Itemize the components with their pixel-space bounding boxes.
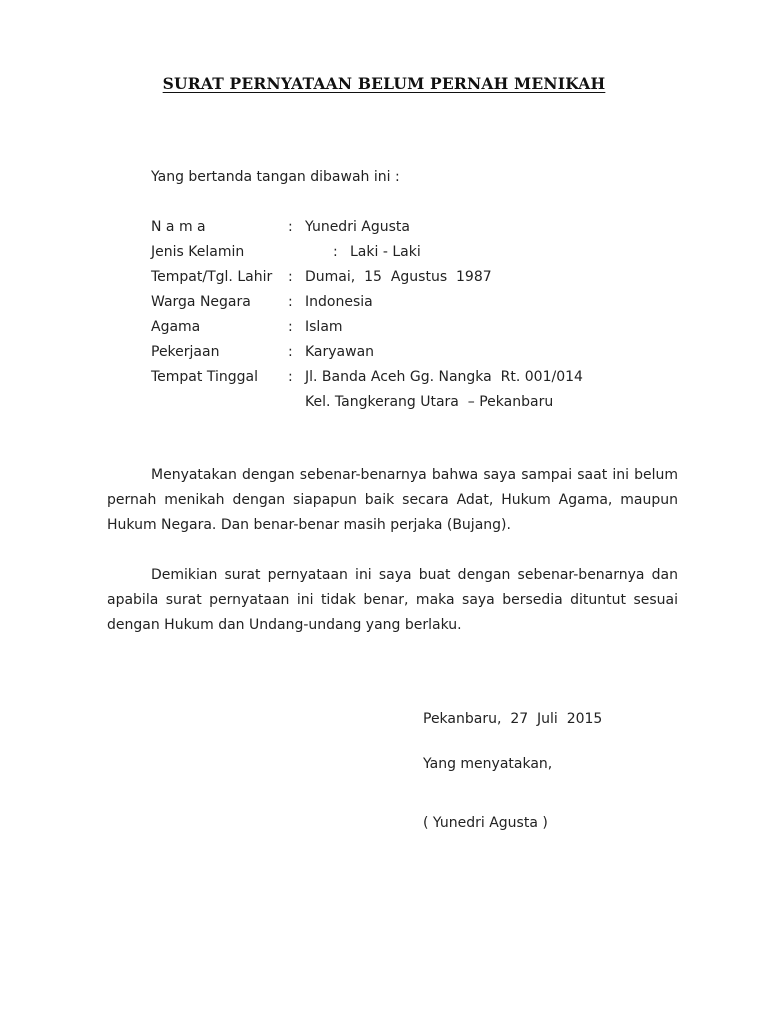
identity-fields <box>151 217 583 417</box>
field-value: Dumai, 15 Agustus 1987 <box>305 269 492 285</box>
paragraph-line: Menyatakan dengan sebenar-benarnya bahwa saya sampai saat ini belum <box>151 467 678 483</box>
field-label: Tempat/Tgl. Lahir <box>151 269 273 285</box>
field-colon: : <box>288 344 293 360</box>
field-colon: : <box>333 244 338 260</box>
field-label: Agama <box>151 319 201 335</box>
paragraph-line: dengan Hukum dan Undang-undang yang berlaku. <box>107 617 462 633</box>
field-colon: : <box>288 319 293 335</box>
field-row-tempat-tgl-lahir <box>151 267 492 292</box>
field-label: Warga Negara <box>151 294 251 310</box>
title-text: SURAT PERNYATAAN BELUM PERNAH MENIKAH <box>162 74 606 93</box>
field-label: Pekerjaan <box>151 344 220 360</box>
place-date: Pekanbaru, 27 Juli 2015 <box>423 711 603 727</box>
address-line2: Kel. Tangkerang Utara – Pekanbaru <box>305 394 554 410</box>
paragraph-line: apabila surat pernyataan ini tidak benar, maka saya bersedia dituntut sesuai <box>107 592 678 608</box>
field-value: Jl. Banda Aceh Gg. Nangka Rt. 001/014 <box>305 369 583 385</box>
field-row-jenis-kelamin <box>151 242 421 267</box>
field-colon: : <box>288 269 293 285</box>
field-value: Islam <box>305 319 343 335</box>
field-colon: : <box>288 294 293 310</box>
field-label: N a m a <box>151 219 206 235</box>
statement-paragraph <box>107 463 678 538</box>
closing-paragraph <box>107 563 678 638</box>
field-label: Jenis Kelamin <box>151 244 245 260</box>
field-value: Indonesia <box>305 294 373 310</box>
document-title <box>0 74 768 93</box>
field-value: Karyawan <box>305 344 375 360</box>
intro-text: Yang bertanda tangan dibawah ini : <box>151 169 400 185</box>
field-colon: : <box>288 369 293 385</box>
paragraph-line: pernah menikah dengan siapapun baik secara Adat, Hukum Agama, maupun <box>107 492 678 508</box>
field-value: Yunedri Agusta <box>305 219 410 235</box>
field-colon: : <box>288 219 293 235</box>
field-label: Tempat Tinggal <box>151 369 258 385</box>
field-value: Laki - Laki <box>350 244 421 260</box>
field-row-address-line2 <box>151 392 554 417</box>
field-row-pekerjaan <box>151 342 375 367</box>
paragraph-line: Hukum Negara. Dan benar-benar masih perjaka (Bujang). <box>107 517 511 533</box>
field-row-warga-negara <box>151 292 373 317</box>
field-row-nama <box>151 217 410 242</box>
field-row-agama <box>151 317 343 342</box>
closing-phrase: Yang menyatakan, <box>423 756 553 772</box>
signer-name: ( Yunedri Agusta ) <box>423 815 548 831</box>
signature-block <box>423 682 602 787</box>
paragraph-line: Demikian surat pernyataan ini saya buat dengan sebenar-benarnya dan <box>151 567 678 583</box>
field-row-tempat-tinggal <box>151 367 583 392</box>
